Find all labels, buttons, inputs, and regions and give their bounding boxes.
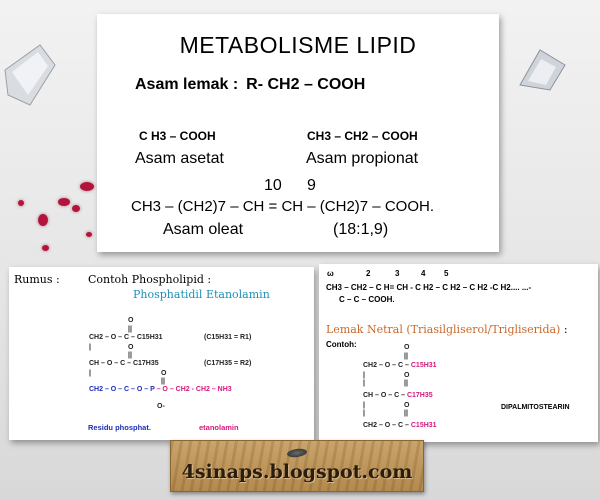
- single-bond: |: [363, 402, 365, 409]
- glycerol-row-1: CH2 – O – C – C15H31: [89, 334, 163, 341]
- blood-drop: [42, 245, 49, 251]
- single-bond: |: [363, 380, 365, 387]
- heading-colon: :: [560, 323, 568, 336]
- double-bond: ||: [128, 352, 132, 359]
- etanolamin-label: etanolamin: [199, 423, 239, 432]
- tg-row-1: [363, 362, 437, 369]
- contoh-phospholipid-label: Contoh Phospholipid :: [88, 273, 212, 286]
- propionic-acid-formula: CH3 – CH2 – COOH: [307, 129, 418, 143]
- dipalmitostearin-label: DIPALMITOSTEARIN: [501, 404, 570, 411]
- oleic-acid-name: Asam oleat: [163, 221, 244, 238]
- tg-row-2: [363, 392, 433, 399]
- contoh-label: Contoh:: [326, 340, 357, 349]
- blood-drop: [18, 200, 24, 206]
- heading-text: Lemak Netral (Triasilgliserol/Trigliserida): [326, 323, 561, 336]
- position-3: 3: [395, 269, 400, 278]
- oxygen-label: O: [128, 317, 134, 324]
- carbon-position-10: 10: [264, 177, 282, 194]
- oxygen-label: O: [161, 370, 167, 377]
- carbon-position-9: 9: [307, 177, 316, 194]
- oxygen-label: O: [404, 372, 410, 379]
- glass-shard-right: [510, 45, 570, 95]
- position-2: 2: [366, 269, 371, 278]
- lemak-netral-heading: [326, 323, 568, 336]
- slide-metabolisme-lipid: [97, 14, 499, 252]
- phosphate-prefix: CH2 – O – C – O –: [89, 386, 149, 393]
- double-bond: ||: [404, 410, 408, 417]
- single-bond: |: [363, 410, 365, 417]
- tg-row-2-left: CH – O – C –: [363, 392, 406, 399]
- tg-row-3-right: C15H31: [410, 422, 437, 429]
- fatty-chain-line-2: C – C – COOH.: [339, 295, 395, 304]
- phosphorus: P: [150, 386, 155, 393]
- blood-drop: [38, 214, 48, 226]
- acetic-acid-name: Asam asetat: [135, 150, 224, 167]
- single-bond: |: [89, 344, 91, 351]
- glycerol-row-3: [89, 386, 232, 393]
- r2-note: (C17H35 = R2): [204, 360, 252, 367]
- position-4: 4: [421, 269, 426, 278]
- oxygen-label: O: [404, 344, 410, 351]
- oxygen-label: O: [128, 344, 134, 351]
- blood-drop: [86, 232, 92, 237]
- double-bond: ||: [404, 353, 408, 360]
- fatty-acid-formula: [135, 76, 365, 94]
- phospholipid-compound-name: Phosphatidil Etanolamin: [133, 288, 270, 301]
- fatty-chain-line-1: CH3 – CH2 – C H= CH - C H2 – C H2 – C H2 -C H2.... ...-: [326, 283, 532, 292]
- r1-note: (C15H31 = R1): [204, 334, 252, 341]
- double-bond: ||: [128, 326, 132, 333]
- tg-row-3-left: CH2 – O – C –: [363, 422, 409, 429]
- nail-icon: [287, 448, 308, 459]
- oxygen-minus: O-: [157, 403, 165, 410]
- single-bond: |: [89, 370, 91, 377]
- tg-row-1-left: CH2 – O – C –: [363, 362, 409, 369]
- oxygen-label: O: [404, 402, 410, 409]
- tg-row-2-right: C17H35: [406, 392, 433, 399]
- oleic-acid-notation: (18:1,9): [333, 221, 389, 238]
- rumus-label: Rumus :: [14, 273, 60, 286]
- tg-row-1-right: C15H31: [410, 362, 437, 369]
- slide-lemak-netral: [319, 264, 598, 442]
- formula-label: Asam lemak :: [135, 76, 239, 93]
- blood-drop: [72, 205, 80, 212]
- propionic-acid-name: Asam propionat: [306, 150, 419, 167]
- slide-phospholipid: [9, 267, 314, 440]
- blood-drop: [80, 182, 94, 191]
- residu-phosphat-label: Residu phosphat.: [88, 423, 151, 432]
- acetic-acid-formula: C H3 – COOH: [139, 129, 216, 143]
- position-5: 5: [444, 269, 449, 278]
- formula-value: R- CH2 – COOH: [246, 76, 366, 93]
- single-bond: |: [363, 372, 365, 379]
- ethanolamine-chain: – O – CH2 - CH2 – NH3: [156, 386, 232, 393]
- glycerol-row-2: CH – O – C – C17H35: [89, 360, 159, 367]
- watermark-text: 4sinaps.blogspot.com: [181, 461, 413, 483]
- watermark-banner: [170, 440, 424, 492]
- blood-drop: [58, 198, 70, 206]
- oleic-acid-formula: CH3 – (CH2)7 – CH = CH – (CH2)7 – COOH.: [131, 198, 434, 215]
- tg-row-3: [363, 422, 437, 429]
- double-bond: ||: [404, 380, 408, 387]
- double-bond: ||: [161, 378, 165, 385]
- glass-shard-left: [0, 40, 60, 110]
- slide-title: METABOLISME LIPID: [179, 32, 417, 58]
- omega-symbol: ω: [327, 269, 334, 278]
